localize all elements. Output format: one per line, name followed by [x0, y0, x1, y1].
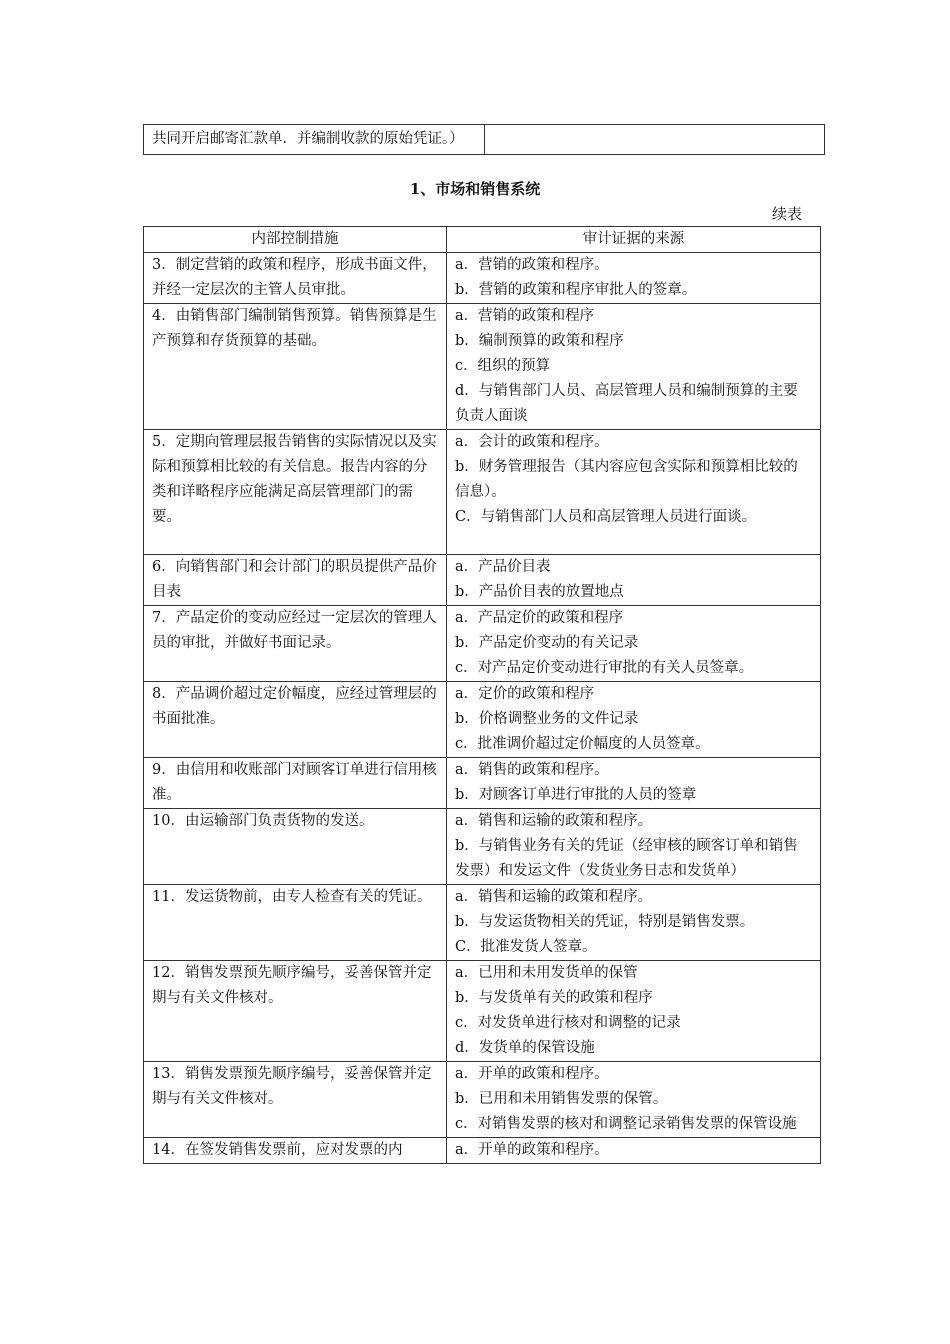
- table-row: [144, 961, 821, 1062]
- control-measure: 13．销售发票预先顺序编号，妥善保管并定期与有关文件核对。: [144, 1062, 447, 1138]
- table-row: [144, 682, 821, 758]
- evidence-cell: [447, 1138, 821, 1164]
- evidence-cell: [447, 430, 821, 555]
- evidence-item: C．与销售部门人员和高层管理人员进行面谈。: [455, 509, 757, 525]
- evidence-cell: [447, 1062, 821, 1138]
- control-measure: 3．制定营销的政策和程序，形成书面文件，并经一定层次的主管人员审批。: [144, 253, 447, 304]
- evidence-item: a．销售和运输的政策和程序。: [455, 889, 653, 905]
- evidence-cell: [447, 253, 821, 304]
- table-row: [144, 885, 821, 961]
- control-measure: 12．销售发票预先顺序编号，妥善保管并定期与有关文件核对。: [144, 961, 447, 1062]
- table-row: [144, 125, 825, 155]
- control-measure: 14．在签发销售发票前，应对发票的内: [144, 1138, 447, 1164]
- control-measure: 6．向销售部门和会计部门的职员提供产品价目表: [144, 555, 447, 606]
- evidence-cell: [447, 682, 821, 758]
- evidence-item: C．批准发货人签章。: [455, 939, 597, 955]
- evidence-item: a．营销的政策和程序。: [455, 257, 609, 273]
- column-header-evidence: 审计证据的来源: [447, 227, 821, 253]
- controls-table: [143, 226, 821, 1164]
- evidence-item: d．发货单的保管设施: [455, 1040, 595, 1056]
- evidence-item: a．产品价目表: [455, 559, 551, 575]
- table-row: [144, 430, 821, 555]
- control-measure: 4．由销售部门编制销售预算。销售预算是生产预算和存货预算的基础。: [144, 304, 447, 430]
- evidence-item: a．定价的政策和程序: [455, 686, 595, 702]
- control-measure: 11．发运货物前，由专人检查有关的凭证。: [144, 885, 447, 961]
- evidence-cell: [447, 304, 821, 430]
- evidence-cell: [447, 758, 821, 809]
- evidence-cell: [447, 885, 821, 961]
- table-row: [144, 1062, 821, 1138]
- control-measure: 5．定期向管理层报告销售的实际情况以及实际和预算相比较的有关信息。报告内容的分类和详略程序应能满足高层管理部门的需要。: [144, 430, 447, 555]
- table-row: [144, 555, 821, 606]
- evidence-item: b．产品价目表的放置地点: [455, 584, 624, 600]
- table-row: [144, 758, 821, 809]
- column-header-measure: 内部控制措施: [144, 227, 447, 253]
- table-row: [144, 1138, 821, 1164]
- evidence-item: c．批准调价超过定价幅度的人员签章。: [455, 736, 710, 752]
- evidence-cell: [447, 961, 821, 1062]
- evidence-item: b．与发货单有关的政策和程序: [455, 990, 653, 1006]
- evidence-item: c．对发货单进行核对和调整的记录: [455, 1015, 681, 1031]
- evidence-item: b．与销售业务有关的凭证（经审核的顾客订单和销售发票）和发运文件（发货业务日志和发货单）: [455, 838, 798, 879]
- evidence-item: c．组织的预算: [455, 358, 551, 374]
- table-row: [144, 606, 821, 682]
- evidence-cell: [447, 555, 821, 606]
- evidence-item: a．产品定价的政策和程序: [455, 610, 624, 626]
- section-title: 1、市场和销售系统: [409, 180, 541, 198]
- top-left-cell: 共同开启邮寄汇款单．并编制收款的原始凭证。）: [144, 125, 485, 155]
- control-measure: 9．由信用和收账部门对顾客订单进行信用核准。: [144, 758, 447, 809]
- control-measure: 7．产品定价的变动应经过一定层次的管理人员的审批，并做好书面记录。: [144, 606, 447, 682]
- evidence-cell: [447, 809, 821, 885]
- evidence-item: c．对产品定价变动进行审批的有关人员签章。: [455, 660, 754, 676]
- evidence-item: a．销售的政策和程序。: [455, 762, 609, 778]
- evidence-item: b．对顾客订单进行审批的人员的签章: [455, 787, 697, 803]
- continued-top-table: [143, 124, 825, 155]
- evidence-item: b．营销的政策和程序审批人的签章。: [455, 282, 697, 298]
- evidence-item: b．编制预算的政策和程序: [455, 333, 624, 349]
- header-row: [144, 227, 821, 253]
- evidence-item: b．产品定价变动的有关记录: [455, 635, 639, 651]
- evidence-item: b．价格调整业务的文件记录: [455, 711, 639, 727]
- evidence-item: b．财务管理报告（其内容应包含实际和预算相比较的信息）。: [455, 459, 798, 500]
- evidence-item: a．已用和未用发货单的保管: [455, 965, 638, 981]
- evidence-item: a．开单的政策和程序。: [455, 1142, 609, 1158]
- evidence-item: c．对销售发票的核对和调整记录销售发票的保管设施: [455, 1116, 797, 1132]
- evidence-item: b．已用和未用销售发票的保管。: [455, 1091, 668, 1107]
- evidence-item: a．销售和运输的政策和程序。: [455, 813, 653, 829]
- table-row: [144, 809, 821, 885]
- evidence-item: a．会计的政策和程序。: [455, 434, 609, 450]
- evidence-item: b．与发运货物相关的凭证，特别是销售发票。: [455, 914, 755, 930]
- top-right-cell: [485, 125, 825, 155]
- evidence-item: a．营销的政策和程序: [455, 308, 595, 324]
- table-row: [144, 253, 821, 304]
- continued-label: 续表: [772, 205, 803, 223]
- evidence-cell: [447, 606, 821, 682]
- control-measure: 8．产品调价超过定价幅度，应经过管理层的书面批准。: [144, 682, 447, 758]
- control-measure: 10．由运输部门负责货物的发送。: [144, 809, 447, 885]
- table-row: [144, 304, 821, 430]
- evidence-item: d．与销售部门人员、高层管理人员和编制预算的主要负责人面谈: [455, 383, 798, 424]
- evidence-item: a．开单的政策和程序。: [455, 1066, 609, 1082]
